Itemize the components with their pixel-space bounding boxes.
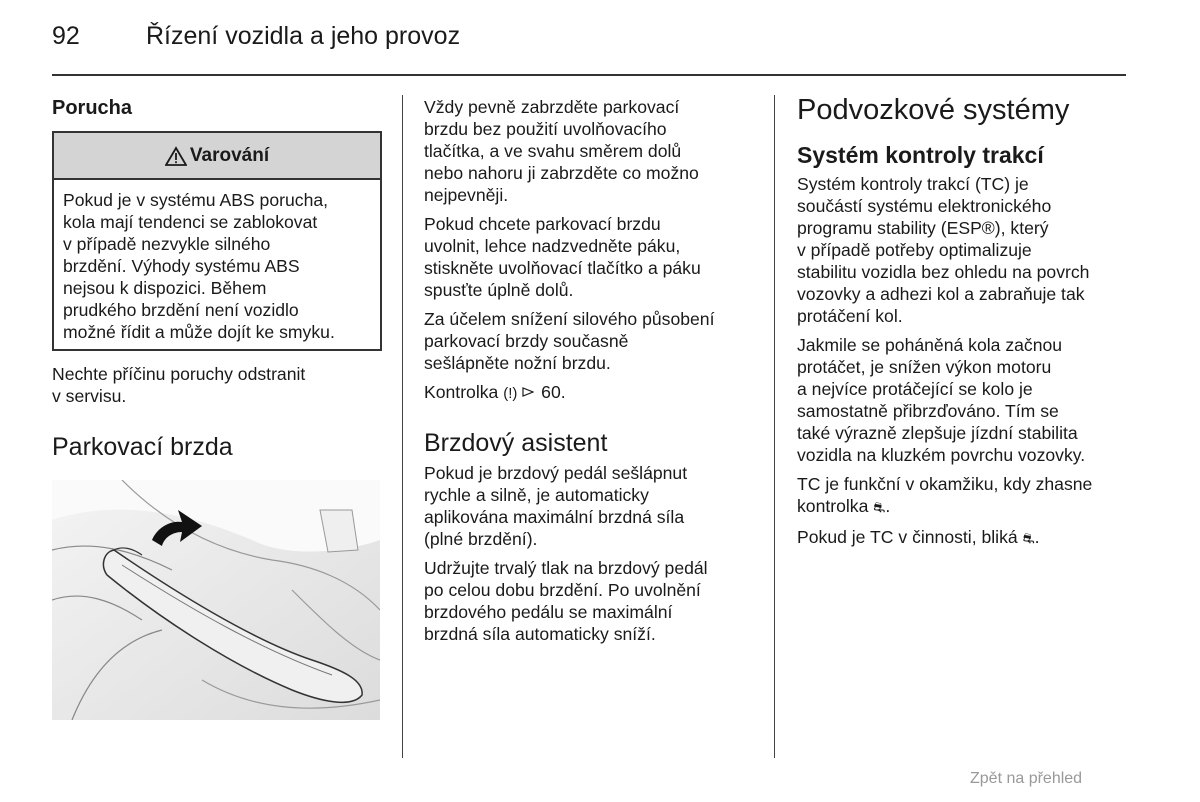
section-title-brzdovy-asistent: Brzdový asistent [424,429,608,457]
body-line: samostatně přibrzďováno. Tím se [797,401,1059,421]
chapter-title: Podvozkové systémy [797,94,1070,126]
paragraph [797,173,1132,327]
body-line [797,495,1132,519]
body-line: rychle a silně, je automaticky [424,485,649,505]
body-line: programu stability (ESP®), který [797,218,1049,238]
body-line: Vždy pevně zabrzděte parkovací [424,97,680,117]
body-line: také výrazně zlepšuje jízdní stabilita [797,423,1078,443]
body-line: součástí systému elektronického [797,196,1052,216]
warning-line: Pokud je v systému ABS porucha, [63,190,329,210]
tc-indicator-icon: ⛐ [873,500,886,516]
page-reference-link[interactable]: 60. [541,382,566,402]
paragraph [797,473,1132,519]
period: . [1034,527,1040,547]
body-line: tlačítka, a ve svahu směrem dolů [424,141,682,161]
body-line: protáčet, je snížen výkon motoru [797,357,1052,377]
body-line: aplikována maximální brzdná síla [424,507,685,527]
warning-title: Varování [189,144,270,166]
body-line: Systém kontroly trakcí (TC) je [797,174,1029,194]
section-title-tc: Systém kontroly trakcí [797,142,1044,168]
back-to-overview-link[interactable]: Zpět na přehled [970,770,1083,787]
body-line: protáčení kol. [797,306,903,326]
warning-line: v případě nezvykle silného [63,234,271,254]
body-line: a nejvíce protáčející se kolo je [797,379,1033,399]
column-3 [797,92,1132,550]
page-reference-arrow-icon [522,381,536,403]
warning-line: nejsou k dispozici. Během [63,278,267,298]
period: . [885,496,891,516]
body-line: po celou dobu brzdění. Po uvolnění [424,580,701,600]
kontrolka-reference [424,381,759,405]
tc-active-text: Pokud je TC v činnosti, bliká [797,527,1018,547]
warning-body [54,180,380,349]
body-line: (plné brzdění). [424,529,538,549]
paragraph [424,462,759,550]
body-line: stabilitu vozidla bez ohledu na povrch [797,262,1090,282]
warning-line: prudkého brzdění není vozidlo [63,300,299,320]
body-line: brzdového pedálu se maximální [424,602,673,622]
body-line: spusťte úplně dolů. [424,280,574,300]
warning-line: kola mají tendenci se zablokovat [63,212,318,232]
body-line: Jakmile se poháněná kola začnou [797,335,1063,355]
warning-line: brzdění. Výhody systému ABS [63,256,300,276]
body-line: brzdu bez použití uvolňovacího [424,119,667,139]
warning-triangle-icon [165,146,187,166]
body-line: sešlápněte nožní brzdu. [424,353,611,373]
paragraph [424,557,759,645]
kontrolka-label: Kontrolka [424,382,499,402]
body-line [797,526,1132,550]
paragraph [424,308,759,374]
body-line: Udržujte trvalý tlak na brzdový pedál [424,558,708,578]
paragraph [424,96,759,206]
body-line: vozovky a adhezi kol a zabraňuje tak [797,284,1085,304]
paragraph [797,334,1132,466]
body-line: uvolnit, lehce nadzvedněte páku, [424,236,681,256]
body-line: v servisu. [52,386,127,406]
column-divider-1 [402,95,403,758]
body-line: nejpevněji. [424,185,509,205]
page-title: Řízení vozidla a jeho provoz [146,22,461,50]
tc-indicator-icon: ⛐ [1022,531,1035,547]
body-line: stiskněte uvolňovací tlačítko a páku [424,258,701,278]
body-line: vozidla na kluzkém povrchu vozovky. [797,445,1086,465]
body-line: brzdná síla automaticky sníží. [424,624,656,644]
body-line: Nechte příčinu poruchy odstranit [52,364,306,384]
body-line: Pokud chcete parkovací brzdu [424,214,661,234]
parking-brake-illustration [52,480,380,720]
body-line: TC je funkční v okamžiku, kdy zhasne [797,474,1093,494]
section-title-parkovaci-brzda: Parkovací brzda [52,433,233,461]
body-line: Pokud je brzdový pedál sešlápnut [424,463,688,483]
section-heading-porucha: Porucha [52,97,133,119]
paragraph [424,213,759,301]
column-2 [424,96,759,645]
warning-header [54,133,380,180]
column-1 [52,95,382,462]
brake-warning-icon: (!) [503,385,518,402]
body-line: nebo nahoru ji zabrzděte co možno [424,163,699,183]
body-line: Za účelem snížení silového působení [424,309,715,329]
column-divider-2 [774,95,775,758]
warning-box [52,131,382,351]
body-line: v případě potřeby optimalizuje [797,240,1032,260]
page-number: 92 [52,22,80,50]
warning-line: možné řídit a může dojít ke smyku. [63,322,335,342]
body-line: parkovací brzdy současně [424,331,629,351]
header-divider [52,74,1126,76]
kontrolka-text: kontrolka [797,496,869,516]
